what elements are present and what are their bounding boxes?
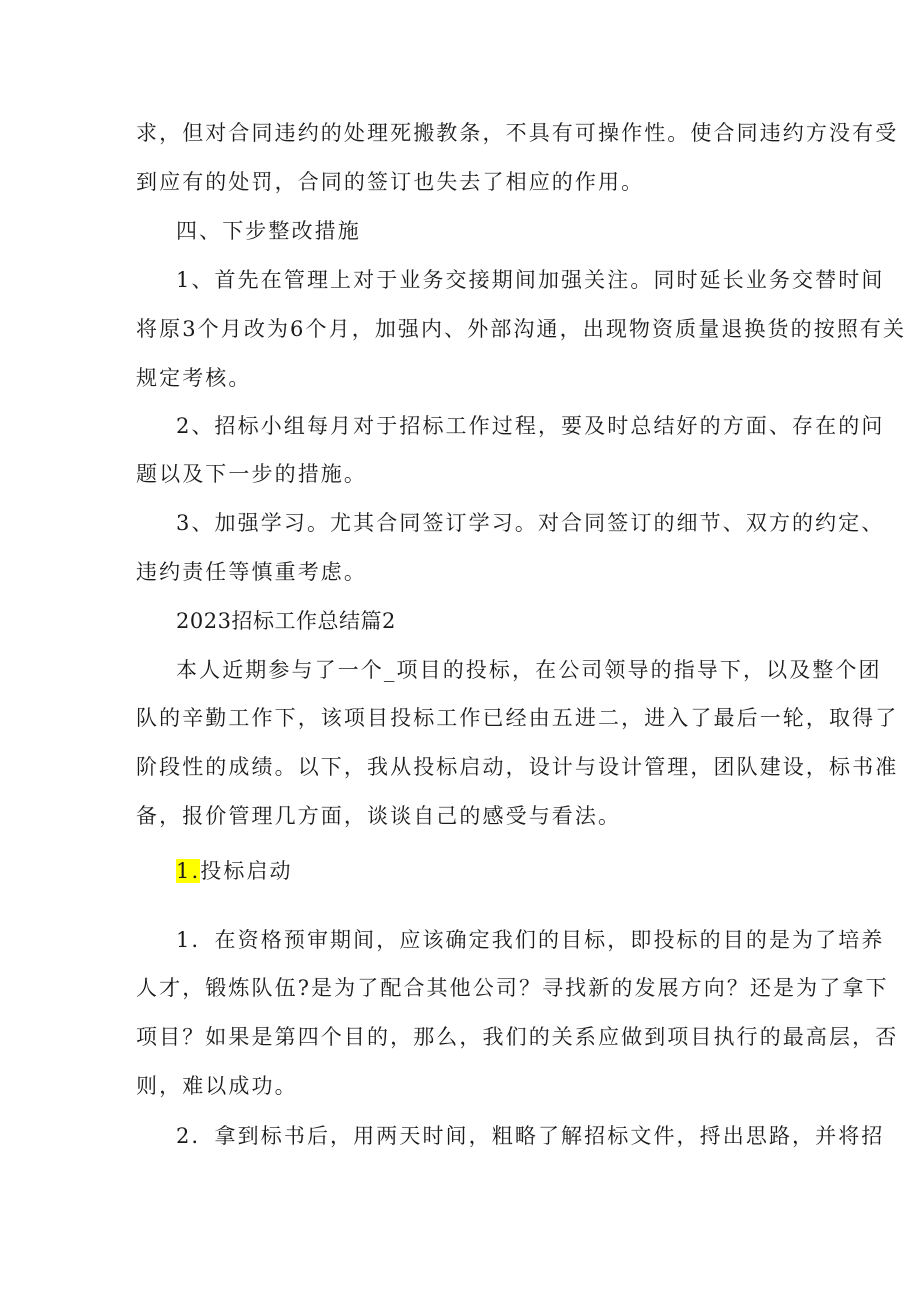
text-line: 1、首先在管理上对于业务交接期间加强关注。同时延长业务交替时间 (176, 268, 885, 292)
text-line: 阶段性的成绩。以下，我从投标启动，设计与设计管理，团队建设，标书准 (136, 755, 899, 779)
section-heading: 四、下步整改措施 (176, 219, 361, 243)
text-line: 违约责任等慎重考虑。 (136, 560, 367, 584)
text-line: 2、招标小组每月对于招标工作过程，要及时总结好的方面、存在的问 (176, 414, 885, 438)
highlighted-number: 1. (176, 859, 201, 883)
text-line: 队的辛勤工作下，该项目投标工作已经由五进二，进入了最后一轮，取得了 (136, 706, 899, 730)
text-line: 题以及下一步的措施。 (136, 462, 367, 486)
text-line: 本人近期参与了一个_项目的投标，在公司领导的指导下，以及整个团 (176, 658, 882, 682)
text-line: 2．拿到标书后，用两天时间，粗略了解招标文件，捋出思路，并将招 (176, 1124, 885, 1148)
text-line: 备，报价管理几方面，谈谈自己的感受与看法。 (136, 804, 622, 828)
subsection-title: 投标启动 (200, 859, 293, 883)
subsection-heading (176, 856, 293, 886)
text-line: 3、加强学习。尤其合同签订学习。对合同签订的细节、双方的约定、 (176, 511, 885, 535)
text-line: 人才，锻炼队伍?是为了配合其他公司？寻找新的发展方向？还是为了拿下 (136, 976, 889, 1000)
text-line: 到应有的处罚，合同的签订也失去了相应的作用。 (136, 170, 645, 194)
text-line: 1．在资格预审期间，应该确定我们的目标，即投标的目的是为了培养 (176, 928, 885, 952)
text-line: 规定考核。 (136, 366, 252, 390)
text-line: 项目？如果是第四个目的，那么，我们的关系应做到项目执行的最高层，否 (136, 1025, 899, 1049)
text-line: 则，难以成功。 (136, 1074, 298, 1098)
text-line: 将原3个月改为6个月，加强内、外部沟通，出现物资质量退换货的按照有关 (136, 317, 907, 341)
section-heading: 2023招标工作总结篇2 (176, 609, 396, 633)
text-line: 求，但对合同违约的处理死搬教条，不具有可操作性。使合同违约方没有受 (136, 121, 899, 145)
